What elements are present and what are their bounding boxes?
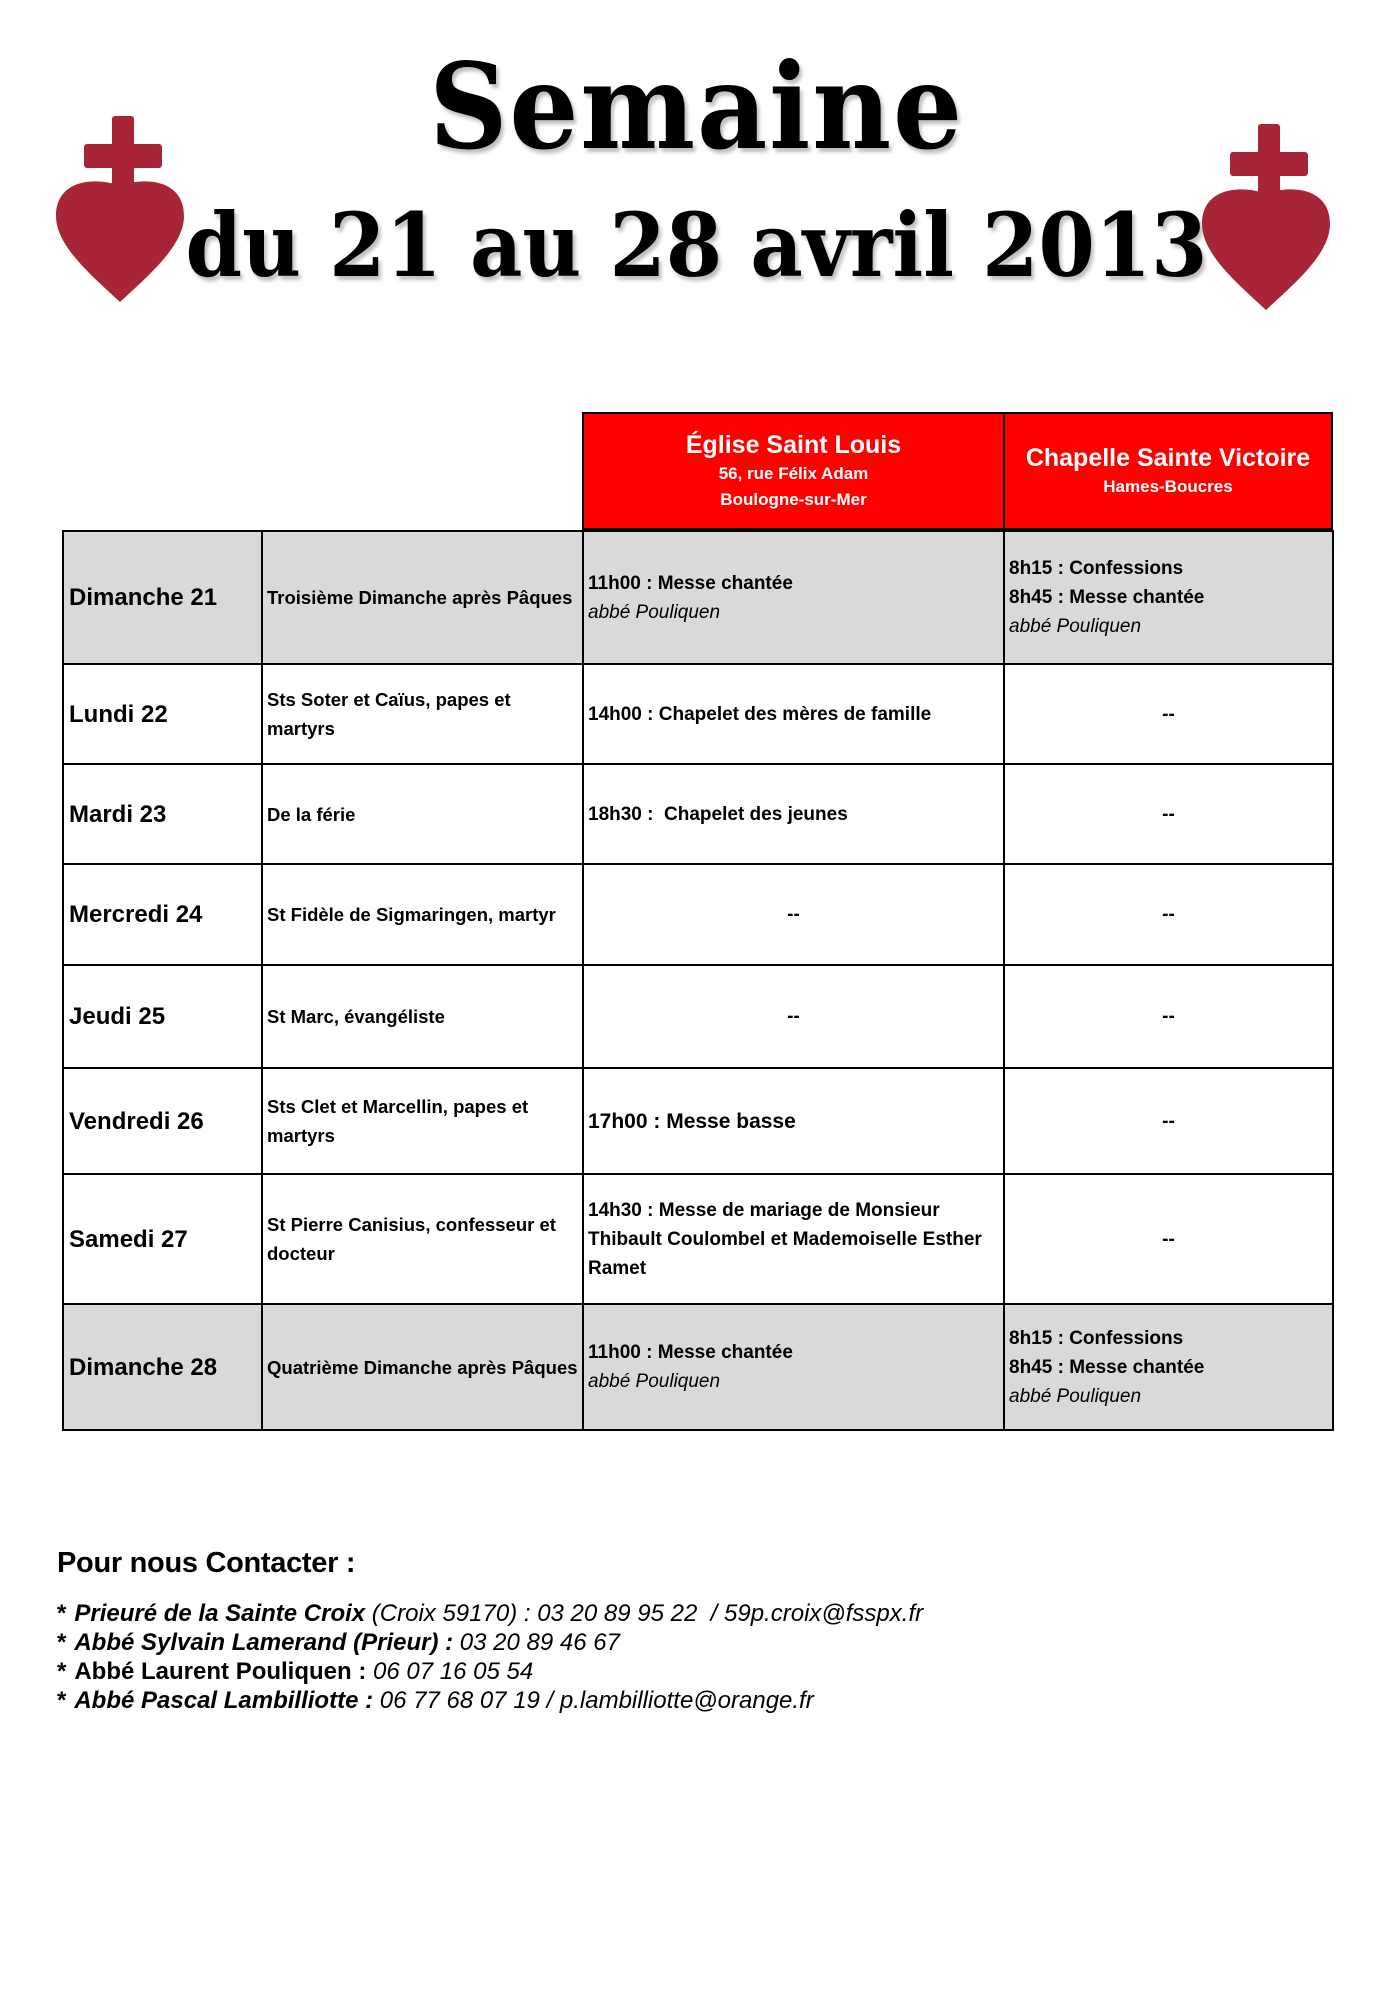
table-row	[63, 864, 1333, 965]
sainte-victoire-cell: --	[1004, 764, 1333, 864]
bullet: *	[57, 1600, 67, 1627]
sainte-victoire-cell: --	[1004, 965, 1333, 1068]
feast-cell: St Fidèle de Sigmaringen, martyr	[262, 864, 583, 965]
sacred-heart-with-cross-icon	[1198, 124, 1338, 314]
day-cell: Mercredi 24	[63, 864, 262, 965]
saint-louis-cell: --	[583, 864, 1004, 965]
contact-heading: Pour nous Contacter :	[57, 1547, 356, 1579]
officiant: abbé Pouliquen	[588, 1371, 721, 1392]
table-row	[63, 664, 1333, 764]
feast-cell: St Pierre Canisius, confesseur et docteur	[262, 1174, 583, 1304]
saint-louis-cell: 18h30 : Chapelet des jeunes	[583, 764, 1004, 864]
header-eglise-saint-louis	[582, 412, 1005, 530]
contact-name: Abbé Pascal Lambilliotte :	[74, 1687, 374, 1714]
saint-louis-cell: 14h00 : Chapelet des mères de famille	[583, 664, 1004, 764]
contact-name: Prieuré de la Sainte Croix	[74, 1600, 366, 1627]
officiant: abbé Pouliquen	[588, 601, 721, 623]
day-cell: Samedi 27	[63, 1174, 262, 1304]
schedule-body	[62, 530, 1334, 1431]
saint-louis-cell: --	[583, 965, 1004, 1068]
table-row	[63, 531, 1333, 664]
day-cell: Dimanche 28	[63, 1304, 262, 1430]
contact-name: Abbé Laurent Pouliquen :	[74, 1658, 367, 1685]
contact-name: Abbé Sylvain Lamerand (Prieur) :	[74, 1629, 454, 1656]
saint-louis-cell: 17h00 : Messe basse	[583, 1068, 1004, 1174]
saint-louis-cell	[583, 531, 1004, 664]
sainte-victoire-cell: --	[1004, 664, 1333, 764]
officiant: abbé Pouliquen	[1009, 1385, 1142, 1407]
day-cell: Jeudi 25	[63, 965, 262, 1068]
venue-name: Église Saint Louis	[685, 431, 902, 459]
contact-entry	[57, 1599, 1257, 1628]
contact-detail[interactable]: 03 20 89 46 67	[453, 1629, 620, 1656]
day-cell: Dimanche 21	[63, 531, 262, 664]
contact-detail[interactable]: 06 77 68 07 19 / p.lambilliotte@orange.fr	[373, 1687, 814, 1714]
contact-detail[interactable]: (Croix 59170) : 03 20 89 95 22 / 59p.croix@fsspx.fr	[365, 1600, 924, 1627]
venue-address-city: Boulogne-sur-Mer	[720, 490, 867, 509]
table-row	[63, 1304, 1333, 1430]
saint-louis-cell: 14h30 : Messe de mariage de Monsieur Thibault Coulombel et Mademoiselle Esther Ramet	[583, 1174, 1004, 1304]
saint-louis-cell	[583, 1304, 1004, 1430]
day-cell: Vendredi 26	[63, 1068, 262, 1174]
venue-address-street: 56, rue Félix Adam	[718, 464, 869, 483]
service-line: 8h45 : Messe chantée	[1009, 1356, 1205, 1378]
venue-address-city: Hames-Boucres	[1103, 477, 1233, 496]
feast-cell: Sts Soter et Caïus, papes et martyrs	[262, 664, 583, 764]
feast-cell: Sts Clet et Marcellin, papes et martyrs	[262, 1068, 583, 1174]
feast-cell: De la férie	[262, 764, 583, 864]
officiant: abbé Pouliquen	[1009, 616, 1142, 637]
service-line: 8h15 : Confessions	[1009, 558, 1184, 579]
contact-entry	[57, 1657, 1257, 1686]
service-line: 8h45 : Messe chantée	[1009, 587, 1205, 608]
feast-cell: Quatrième Dimanche après Pâques	[262, 1304, 583, 1430]
header-chapelle-sainte-victoire	[1003, 412, 1333, 530]
page-subtitle-dates: du 21 au 28 avril 2013	[185, 193, 1208, 297]
bullet: *	[57, 1687, 67, 1714]
feast-cell: Troisième Dimanche après Pâques	[262, 531, 583, 664]
table-row	[63, 1068, 1333, 1174]
table-row	[63, 764, 1333, 864]
contact-entry	[57, 1628, 1257, 1657]
day-cell: Lundi 22	[63, 664, 262, 764]
bullet: *	[57, 1658, 67, 1685]
service-line: 8h15 : Confessions	[1009, 1327, 1184, 1349]
feast-cell: St Marc, évangéliste	[262, 965, 583, 1068]
contact-detail[interactable]: 06 07 16 05 54	[366, 1658, 534, 1685]
page-title: Semaine	[429, 37, 964, 176]
sainte-victoire-cell: --	[1004, 1174, 1333, 1304]
table-header-row	[62, 412, 1332, 533]
title-block	[0, 0, 1393, 330]
service-line: 11h00 : Messe chantée	[588, 1342, 793, 1363]
sainte-victoire-cell: --	[1004, 1068, 1333, 1174]
sainte-victoire-cell	[1004, 1304, 1333, 1430]
venue-name: Chapelle Sainte Victoire	[1025, 444, 1311, 472]
bullet: *	[57, 1629, 67, 1656]
service-line: 11h00 : Messe chantée	[588, 572, 793, 594]
table-row	[63, 1174, 1333, 1304]
contact-section	[57, 1545, 1257, 1715]
sainte-victoire-cell: --	[1004, 864, 1333, 965]
contact-entry	[57, 1686, 1257, 1715]
table-row	[63, 965, 1333, 1068]
day-cell: Mardi 23	[63, 764, 262, 864]
sainte-victoire-cell	[1004, 531, 1333, 664]
